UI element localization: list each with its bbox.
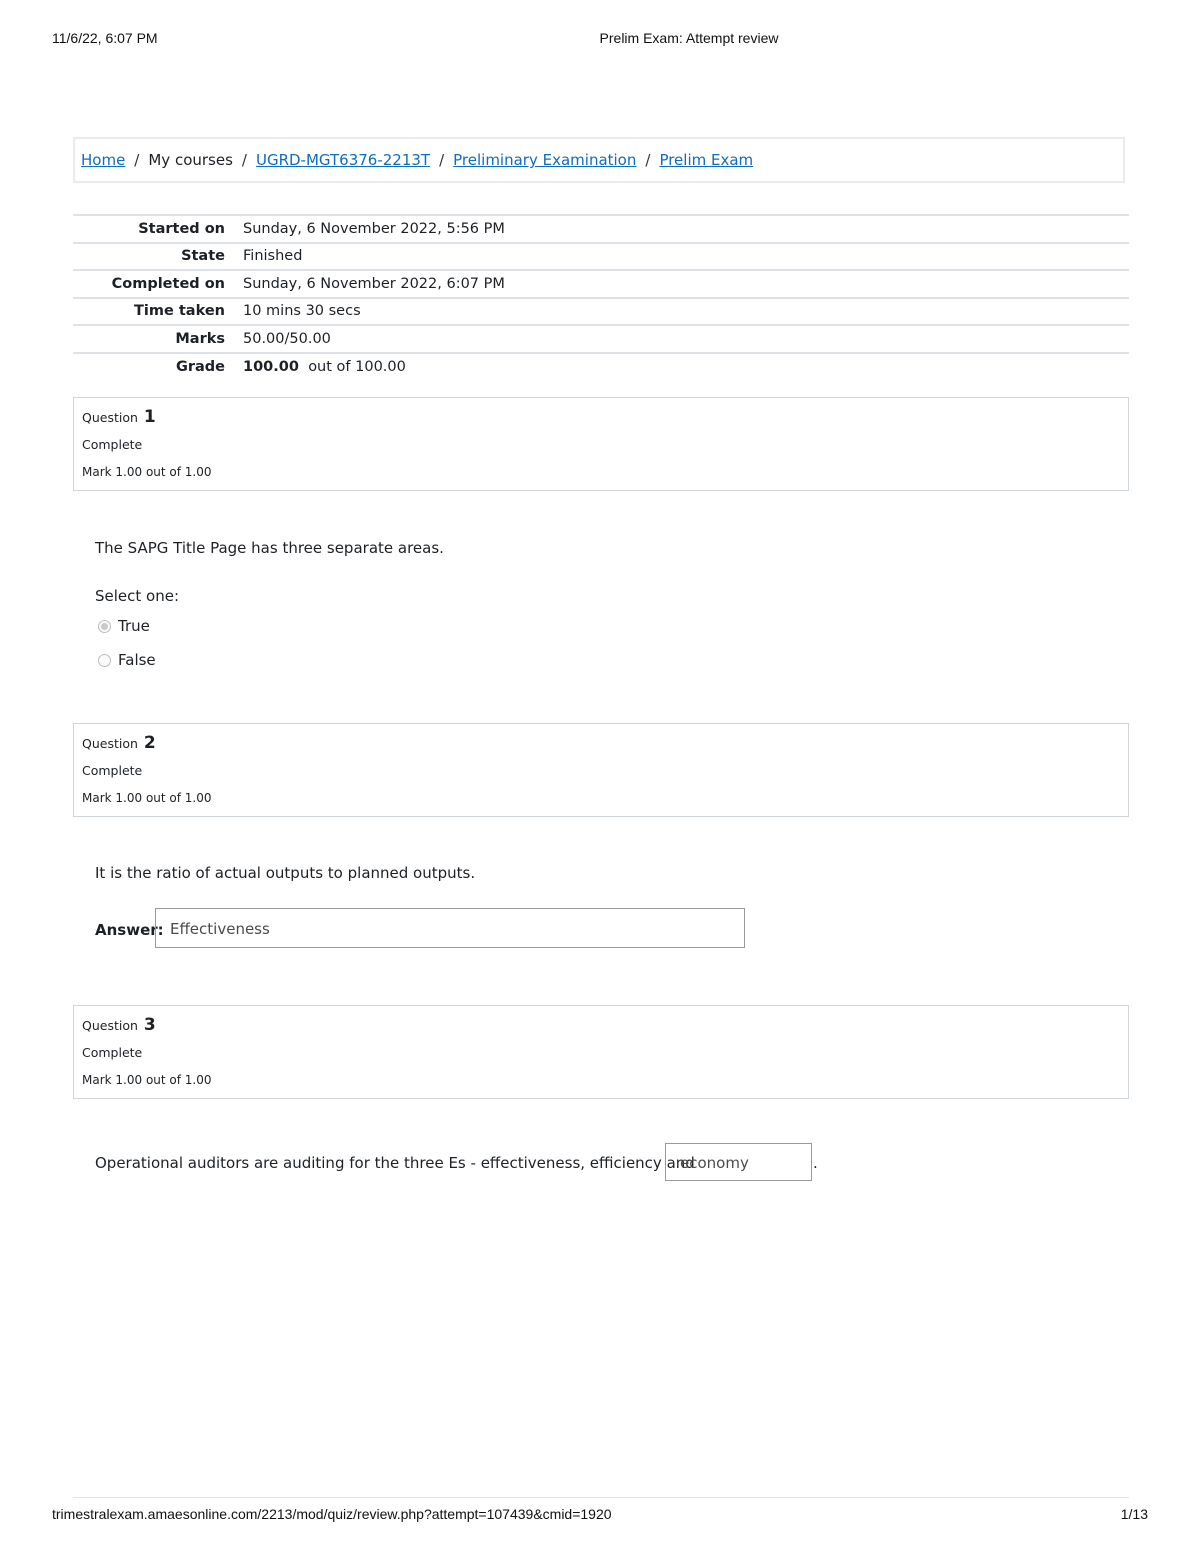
question-text-2: It is the ratio of actual outputs to planned outputs. (95, 864, 476, 882)
question-number (82, 1015, 156, 1035)
summary-label: Completed on (111, 275, 225, 292)
summary-label: State (181, 248, 225, 265)
question-text-1: The SAPG Title Page has three separate areas. (95, 539, 444, 557)
answer-input[interactable]: Effectiveness (155, 908, 745, 948)
breadcrumb-course-link[interactable]: UGRD-MGT6376-2213T (255, 151, 431, 169)
breadcrumb-home-link[interactable]: Home (81, 151, 126, 169)
breadcrumb-separator: / (134, 151, 140, 169)
summary-row-time-taken (73, 298, 1129, 326)
summary-row-started-on (73, 215, 1129, 243)
print-url: trimestralexam.amaesonline.com/2213/mod/quiz/review.php?attempt=107439&cmid=1920 (52, 1506, 612, 1522)
question-info-1 (73, 397, 1129, 491)
question-number-value: 1 (143, 407, 156, 427)
question-grade: Mark 1.00 out of 1.00 (82, 465, 212, 479)
summary-value (243, 353, 1129, 381)
summary-label: Time taken (134, 303, 225, 320)
summary-label: Started on (138, 220, 225, 237)
breadcrumb-section-link[interactable]: Preliminary Examination (453, 151, 637, 169)
radio-unselected-icon[interactable] (98, 654, 111, 667)
question-info-2 (73, 723, 1129, 817)
question-state: Complete (82, 437, 143, 452)
question-label: Question (82, 1018, 138, 1033)
footer-divider (73, 1497, 1129, 1498)
print-footer (0, 1506, 1200, 1526)
breadcrumb-quiz-link[interactable]: Prelim Exam (659, 151, 754, 169)
breadcrumb-separator: / (241, 151, 247, 169)
summary-label: Marks (175, 330, 225, 347)
inline-answer-input[interactable]: economy (665, 1143, 812, 1181)
option-label: True (118, 617, 150, 635)
summary-value: Sunday, 6 November 2022, 6:07 PM (243, 275, 505, 292)
option-true[interactable] (98, 617, 150, 635)
question-number (82, 407, 156, 427)
summary-value: 10 mins 30 secs (243, 303, 361, 320)
print-page-title: Prelim Exam: Attempt review (599, 30, 779, 46)
question-info-3 (73, 1005, 1129, 1099)
summary-row-state (73, 243, 1129, 271)
question-grade: Mark 1.00 out of 1.00 (82, 791, 212, 805)
question-number (82, 733, 156, 753)
question-trailing-period: . (813, 1154, 818, 1172)
summary-row-completed-on (73, 270, 1129, 298)
summary-value: 50.00/50.00 (243, 330, 331, 347)
print-header (0, 30, 1200, 50)
answer-label: Answer: (95, 921, 164, 939)
breadcrumb-separator: / (439, 151, 445, 169)
question-number-value: 2 (143, 733, 156, 753)
breadcrumb-separator: / (645, 151, 651, 169)
question-number-value: 3 (143, 1015, 156, 1035)
select-one-prompt: Select one: (95, 587, 180, 605)
summary-label: Grade (175, 358, 225, 375)
question-text-3: Operational auditors are auditing for the three Es - effectiveness, efficiency and (95, 1154, 695, 1172)
question-state: Complete (82, 763, 143, 778)
grade-suffix: out of 100.00 (308, 358, 406, 375)
option-false[interactable] (98, 651, 156, 669)
question-state: Complete (82, 1045, 143, 1060)
grade-score: 100.00 (243, 358, 299, 375)
summary-value: Finished (243, 248, 303, 265)
attempt-summary-table (73, 214, 1129, 380)
radio-selected-icon[interactable] (98, 620, 111, 633)
question-label: Question (82, 736, 138, 751)
breadcrumb (73, 137, 1125, 183)
print-page-number: 1/13 (1120, 1506, 1148, 1522)
question-label: Question (82, 410, 138, 425)
question-grade: Mark 1.00 out of 1.00 (82, 1073, 212, 1087)
summary-value: Sunday, 6 November 2022, 5:56 PM (243, 220, 505, 237)
summary-row-grade (73, 353, 1129, 381)
summary-row-marks (73, 325, 1129, 353)
breadcrumb-my-courses: My courses (148, 151, 233, 169)
print-datetime: 11/6/22, 6:07 PM (52, 30, 158, 46)
option-label: False (118, 651, 156, 669)
